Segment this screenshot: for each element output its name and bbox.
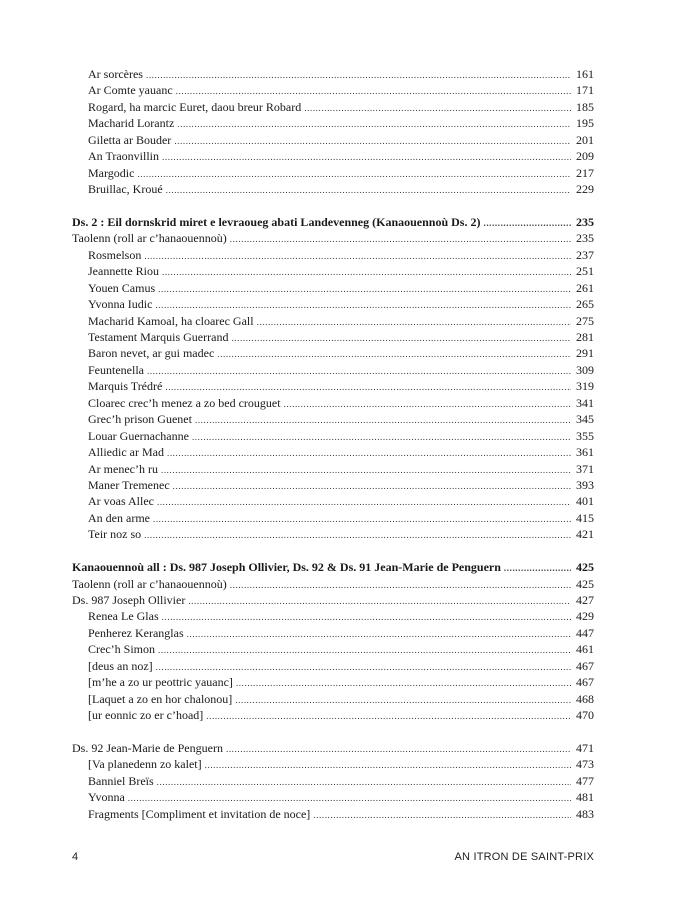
toc-entry-title: [Va planedenn zo kalet] (88, 757, 202, 772)
toc-section-heading (72, 214, 594, 230)
toc-entry-title: Maner Tremenec (88, 477, 170, 492)
toc-entry-page: 401 (576, 494, 594, 509)
dot-leader (144, 527, 571, 543)
page-number: 4 (72, 851, 79, 863)
dot-leader (177, 116, 571, 132)
toc-entry-page: 229 (576, 182, 594, 197)
toc-entry-page: 468 (576, 691, 594, 706)
toc-section-heading (72, 559, 594, 575)
toc-entry-title: Ar sorcères (88, 67, 143, 81)
toc-entry-title: An Traonvillin (88, 149, 160, 164)
dot-leader (153, 511, 571, 527)
toc-entry-page: 371 (576, 461, 594, 476)
toc-entry-page: 483 (576, 806, 594, 821)
toc-entry-title: [Laquet a zo en hor chalonou] (88, 691, 233, 706)
toc-entry-title: Taolenn (roll ar c’hanaouennoù) (72, 231, 227, 246)
toc-entry-page: 415 (576, 510, 594, 525)
toc-entry (72, 428, 594, 444)
dot-leader (162, 149, 571, 165)
toc-entry-title: [deus an noz] (88, 658, 153, 673)
dot-leader (504, 560, 571, 576)
toc-entry (72, 740, 594, 756)
dot-leader (195, 412, 571, 428)
toc-entry (72, 362, 594, 378)
toc-entry-page: 209 (576, 149, 594, 164)
toc-entry (72, 313, 594, 329)
dot-leader (206, 708, 571, 724)
toc-entry-title: [ur eonnic zo er c’hoad] (88, 708, 204, 723)
dot-leader (162, 264, 571, 280)
toc-entry (72, 461, 594, 477)
toc-entry-title: Ds. 987 Joseph Ollivier (72, 593, 186, 607)
dot-leader (144, 248, 571, 264)
toc-entry-page: 427 (576, 593, 594, 607)
toc-entry-title: Yvonna Iudic (88, 297, 153, 312)
toc-entry (72, 411, 594, 427)
toc-entry (72, 99, 594, 115)
toc-entry-page: 265 (576, 297, 594, 312)
dot-leader (157, 494, 571, 510)
toc-entry (72, 181, 594, 197)
toc-entry (72, 658, 594, 674)
toc-entry-title: Grec’h prison Guenet (88, 412, 192, 427)
toc-entry-page: 235 (576, 231, 594, 246)
toc-entry-title: Rogard, ha marcic Euret, daou breur Robard (88, 99, 302, 114)
toc-entry (72, 510, 594, 526)
toc-entry (72, 165, 594, 181)
table-of-contents (72, 66, 594, 822)
toc-entry (72, 691, 594, 707)
section-spacer (72, 198, 594, 214)
toc-entry-title: Testament Marquis Guerrand (88, 330, 229, 344)
dot-leader (174, 133, 571, 149)
toc-entry-title: Crec’h Simon (88, 642, 155, 657)
toc-entry-page: 341 (576, 395, 594, 410)
toc-section-page: 425 (576, 560, 594, 575)
toc-entry-title: Alliedic ar Mad (88, 445, 164, 460)
toc-entry-title: Macharid Kamoal, ha cloarec Gall (88, 313, 254, 328)
toc-entry-title: Ds. 92 Jean-Marie de Penguern (72, 740, 223, 755)
toc-entry (72, 263, 594, 279)
running-title: AN ITRON DE SAINT-PRIX (454, 851, 594, 863)
dot-leader (157, 774, 571, 790)
dot-leader (165, 379, 571, 395)
toc-entry (72, 625, 594, 641)
toc-entry (72, 592, 594, 608)
dot-leader (192, 429, 571, 445)
toc-entry-title: Banniel Breïs (88, 773, 154, 788)
toc-entry-page: 473 (576, 757, 594, 772)
toc-entry-page: 355 (576, 428, 594, 443)
toc-entry-title: Baron nevet, ar gui madec (88, 346, 215, 361)
toc-entry-title: [m’he a zo ur peottric yauanc] (88, 675, 233, 690)
toc-entry (72, 378, 594, 394)
dot-leader (156, 659, 571, 675)
toc-entry-title: Fragments [Compliment et invitation de noce] (88, 806, 311, 821)
toc-entry-page: 171 (576, 83, 594, 98)
dot-leader (235, 692, 571, 708)
toc-entry-page: 261 (576, 280, 594, 295)
toc-entry (72, 789, 594, 805)
toc-entry-page: 309 (576, 362, 594, 377)
dot-leader (146, 67, 571, 83)
dot-leader (158, 642, 571, 658)
toc-entry-title: Youen Camus (88, 280, 156, 295)
toc-entry-page: 275 (576, 313, 594, 328)
toc-section-title: Kanaouennoù all : Ds. 987 Joseph Ollivier, Ds. 92 & Ds. 91 Jean-Marie de Penguern (72, 560, 501, 575)
toc-entry-page: 429 (576, 609, 594, 624)
toc-entry-title: Jeannette Riou (88, 264, 159, 279)
toc-entry-title: An den arme (88, 510, 150, 525)
toc-entry-page: 237 (576, 247, 594, 262)
toc-entry-title: Macharid Lorantz (88, 116, 175, 131)
toc-entry-title: Feuntenella (88, 362, 144, 377)
toc-entry (72, 230, 594, 246)
toc-entry (72, 477, 594, 493)
toc-entry (72, 756, 594, 772)
toc-entry-page: 447 (576, 625, 594, 640)
toc-entry-title: Louar Guernachanne (88, 428, 189, 443)
toc-entry-page: 185 (576, 99, 594, 114)
dot-leader (304, 100, 571, 116)
toc-entry-page: 467 (576, 675, 594, 690)
toc-entry-page: 281 (576, 330, 594, 344)
toc-entry-title: Teir noz so (88, 527, 142, 542)
dot-leader (236, 675, 571, 691)
dot-leader (162, 609, 571, 625)
toc-entry (72, 395, 594, 411)
toc-entry-page: 393 (576, 477, 594, 492)
toc-entry-page: 291 (576, 346, 594, 361)
toc-entry-page: 461 (576, 642, 594, 657)
toc-entry-page: 161 (576, 67, 594, 81)
toc-entry-title: Cloarec crec’h menez a zo bed crouguet (88, 395, 281, 410)
section-spacer (72, 724, 594, 740)
dot-leader (155, 297, 571, 313)
toc-entry-title: Ar Comte yauanc (88, 83, 173, 98)
toc-entry-page: 195 (576, 116, 594, 131)
dot-leader (158, 281, 571, 297)
toc-entry (72, 82, 594, 98)
toc-entry-page: 467 (576, 658, 594, 673)
toc-entry-title: Giletta ar Bouder (88, 132, 172, 147)
toc-entry (72, 247, 594, 263)
toc-entry (72, 576, 594, 592)
dot-leader (187, 626, 571, 642)
toc-entry (72, 641, 594, 657)
toc-entry-page: 471 (576, 740, 594, 755)
toc-entry (72, 773, 594, 789)
toc-entry (72, 493, 594, 509)
toc-entry (72, 707, 594, 723)
toc-entry-title: Taolenn (roll ar c’hanaouennoù) (72, 576, 227, 591)
toc-entry (72, 806, 594, 822)
dot-leader (188, 593, 571, 609)
toc-entry (72, 608, 594, 624)
toc-entry (72, 526, 594, 542)
dot-leader (167, 445, 571, 461)
toc-entry-page: 251 (576, 264, 594, 279)
toc-entry-page: 470 (576, 708, 594, 723)
dot-leader (230, 231, 571, 247)
toc-entry-page: 217 (576, 165, 594, 180)
toc-entry-page: 361 (576, 445, 594, 460)
dot-leader (230, 577, 571, 593)
toc-entry (72, 132, 594, 148)
dot-leader (173, 478, 571, 494)
toc-entry-title: Rosmelson (88, 247, 142, 262)
toc-entry (72, 66, 594, 82)
dot-leader (128, 790, 571, 806)
toc-entry-title: Ar menec’h ru (88, 461, 158, 476)
toc-entry-title: Renea Le Glas (88, 609, 159, 624)
toc-entry-title: Yvonna (88, 790, 125, 805)
toc-entry (72, 115, 594, 131)
dot-leader (483, 215, 571, 231)
toc-entry-page: 345 (576, 412, 594, 427)
toc-entry (72, 444, 594, 460)
section-spacer (72, 543, 594, 559)
toc-entry (72, 296, 594, 312)
toc-entry (72, 345, 594, 361)
dot-leader (217, 346, 571, 362)
dot-leader (166, 182, 571, 198)
toc-entry-title: Ar voas Allec (88, 494, 154, 509)
toc-entry-page: 481 (576, 790, 594, 805)
toc-entry (72, 674, 594, 690)
dot-leader (284, 396, 571, 412)
dot-leader (161, 462, 571, 478)
toc-entry-title: Penherez Keranglas (88, 625, 184, 640)
toc-entry-page: 319 (576, 379, 594, 394)
dot-leader (147, 363, 571, 379)
toc-section-title: Ds. 2 : Eil dornskrid miret e levraoueg abati Landevenneg (Kanaouennoù Ds. 2) (72, 214, 481, 229)
toc-section-page: 235 (576, 214, 594, 229)
toc-entry-page: 425 (576, 576, 594, 591)
toc-entry-page: 201 (576, 132, 594, 147)
toc-entry (72, 280, 594, 296)
dot-leader (231, 330, 571, 346)
dot-leader (257, 314, 571, 330)
dot-leader (176, 83, 571, 99)
toc-entry-title: Margodic (88, 165, 135, 180)
toc-entry-page: 421 (576, 527, 594, 542)
dot-leader (313, 807, 571, 823)
toc-entry (72, 148, 594, 164)
toc-entry (72, 329, 594, 345)
dot-leader (205, 757, 571, 773)
dot-leader (137, 166, 571, 182)
dot-leader (226, 741, 571, 757)
toc-entry-title: Bruillac, Kroué (88, 182, 163, 197)
toc-entry-page: 477 (576, 773, 594, 788)
toc-entry-title: Marquis Trédré (88, 379, 163, 394)
